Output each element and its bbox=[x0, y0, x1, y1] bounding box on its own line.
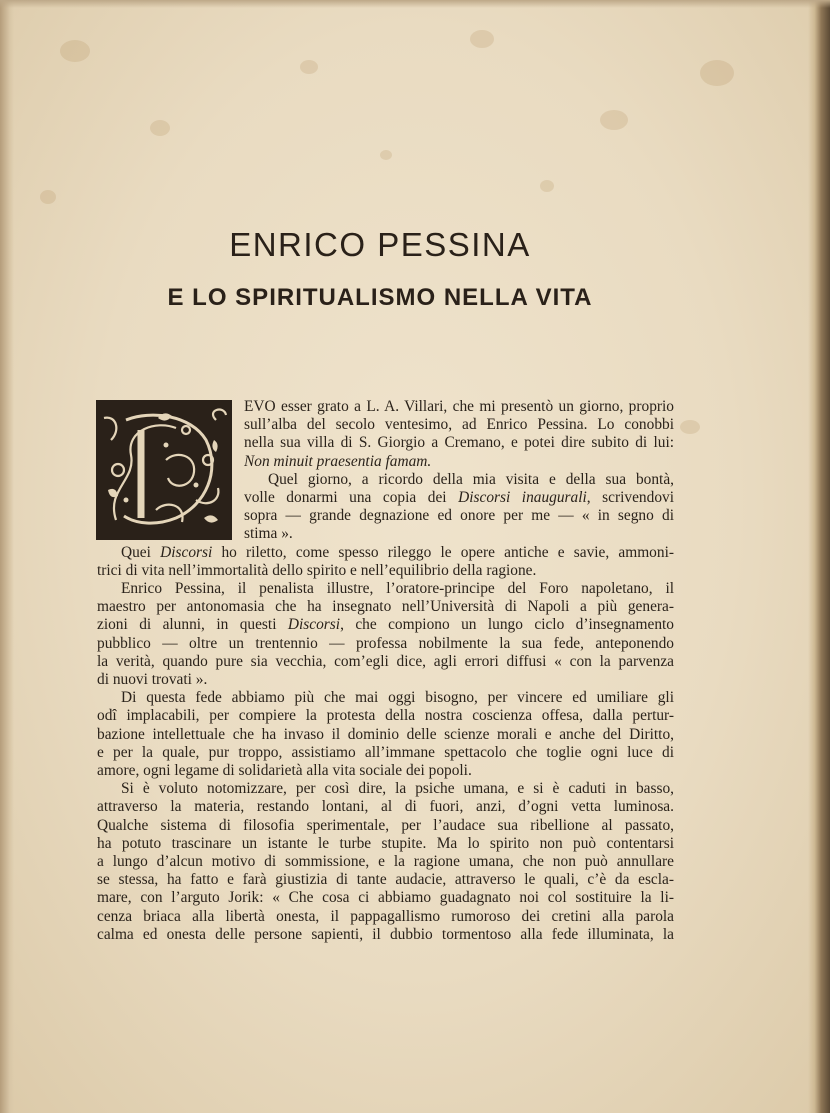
text-line: Qualche sistema di filosofia sperimentale, per l’audace sua ribellione al passato, bbox=[97, 816, 674, 834]
text-line: pubblico — oltre un trentennio — professa nobilmente la sua fede, anteponendo bbox=[97, 634, 674, 652]
text-line: Si è voluto notomizzare, per così dire, la psiche umana, e si è caduti in basso, bbox=[121, 780, 674, 798]
foxing-spot bbox=[40, 190, 56, 204]
page-binding-shadow bbox=[0, 0, 14, 1113]
text-fragment: zioni di alunni, in questi bbox=[97, 616, 277, 634]
text-line: mare, con l’arguto Jorik: « Che cosa ci abbiamo guadagnato noi col sostituire la li- bbox=[97, 889, 674, 907]
text-fragment: , che compiono un lungo ciclo d’insegnamento bbox=[340, 616, 674, 634]
text-line: bazione intellettuale che ha invaso il dominio delle scienze morali e anche del Diritto, bbox=[97, 725, 674, 743]
foxing-spot bbox=[150, 120, 170, 136]
foxing-spot bbox=[600, 110, 628, 130]
chapter-title: ENRICO PESSINA bbox=[229, 226, 531, 263]
text-line: calma ed onesta delle persone sapienti, il dubbio tormentoso alla fede illuminata, la bbox=[97, 925, 674, 943]
text-line: di nuovi trovati ». bbox=[97, 671, 208, 689]
foxing-spot bbox=[680, 420, 700, 434]
text-fragment: volle donarmi una copia dei bbox=[244, 489, 447, 507]
text-line: sopra — grande degnazione ed onore per me — « in segno di bbox=[244, 507, 674, 525]
foxing-spot bbox=[540, 180, 554, 192]
text-line: nella sua villa di S. Giorgio a Cremano, e potei dire subito di lui: bbox=[244, 434, 674, 452]
foxing-spot bbox=[300, 60, 318, 74]
text-line: cenza briaca alla libertà onesta, il pappagallismo rumoroso dei cretini alla parola bbox=[97, 907, 674, 925]
text-line: sull’alba del secolo ventesimo, ad Enrico Pessina. Lo conobbi bbox=[244, 416, 674, 434]
text-fragment: ho riletto, come spesso rileggo le opere antiche e savie, ammoni- bbox=[221, 543, 674, 561]
text-fragment: , scrivendovi bbox=[586, 489, 674, 507]
text-line: trici di vita nell’immortalità dello spirito e nell’equilibrio della ragione. bbox=[97, 561, 537, 579]
text-line bbox=[97, 544, 674, 562]
paragraph-gift bbox=[97, 471, 674, 544]
paragraph-pessina bbox=[97, 580, 674, 689]
paragraph-psiche bbox=[97, 780, 674, 944]
text-line: stima ». bbox=[244, 525, 293, 543]
text-line: e per la quale, pur troppo, assistiamo all’immane spettacolo che toglie ogni luce di bbox=[97, 743, 674, 761]
page-edge-shadow bbox=[808, 0, 830, 1113]
text-line: Quel giorno, a ricordo della mia visita e della sua bontà, bbox=[268, 470, 674, 488]
article-body bbox=[97, 398, 674, 944]
text-line: Di questa fede abbiamo più che mai oggi bisogno, per vincere ed umiliare gli bbox=[121, 689, 674, 707]
text-line: odî implacabili, per compiere la protesta della nostra coscienza offesa, dalla pertur- bbox=[97, 707, 674, 725]
text-line: la verità, quando pure sia vecchia, com’egli dice, agli errori diffusi « con la parvenza bbox=[97, 652, 674, 670]
foxing-spot bbox=[380, 150, 392, 160]
paragraph-discorsi bbox=[97, 544, 674, 580]
italic-title: Discorsi bbox=[160, 543, 213, 561]
text-line: EVO esser grato a L. A. Villari, che mi presentò un giorno, proprio bbox=[244, 398, 674, 415]
foxing-spot bbox=[470, 30, 494, 48]
text-line: maestro per antonomasia che ha insegnato nell’Università di Napoli a più genera- bbox=[97, 598, 674, 616]
text-line: ha potuto trascinare un istante le turbe stupite. Ma lo spirito non può contentarsi bbox=[97, 834, 674, 852]
text-line: Enrico Pessina, il penalista illustre, l’oratore-principe del Foro napoletano, il bbox=[121, 580, 674, 598]
chapter-subtitle: E LO SPIRITUALISMO NELLA VITA bbox=[167, 284, 593, 311]
text-line bbox=[97, 616, 674, 634]
italic-title: Discorsi bbox=[287, 616, 341, 634]
text-line: amore, ogni legame di solidarietà alla vita sociale dei popoli. bbox=[97, 762, 472, 780]
text-line bbox=[244, 489, 674, 507]
paragraph-fede bbox=[97, 689, 674, 780]
text-fragment: Quei bbox=[121, 543, 151, 561]
foxing-spot bbox=[60, 40, 90, 62]
text-line bbox=[244, 453, 674, 471]
italic-title: Discorsi inaugurali bbox=[458, 489, 587, 507]
text-line: attraverso la materia, restando lontani, al di fuori, anzi, d’ogni vetta luminosa. bbox=[97, 798, 674, 816]
foxing-spot bbox=[700, 60, 734, 86]
text-line: a lungo d’alcun motivo di sommissione, e la ragione umana, che non può annullare bbox=[97, 853, 674, 871]
opening-paragraph bbox=[97, 398, 674, 471]
page-top-edge bbox=[0, 0, 830, 8]
motto: Non minuit praesentia famam. bbox=[244, 452, 432, 470]
text-line: se stessa, ha fatto e farà giustizia di tante audacie, attraverso le quali, c’è da escla- bbox=[97, 871, 674, 889]
